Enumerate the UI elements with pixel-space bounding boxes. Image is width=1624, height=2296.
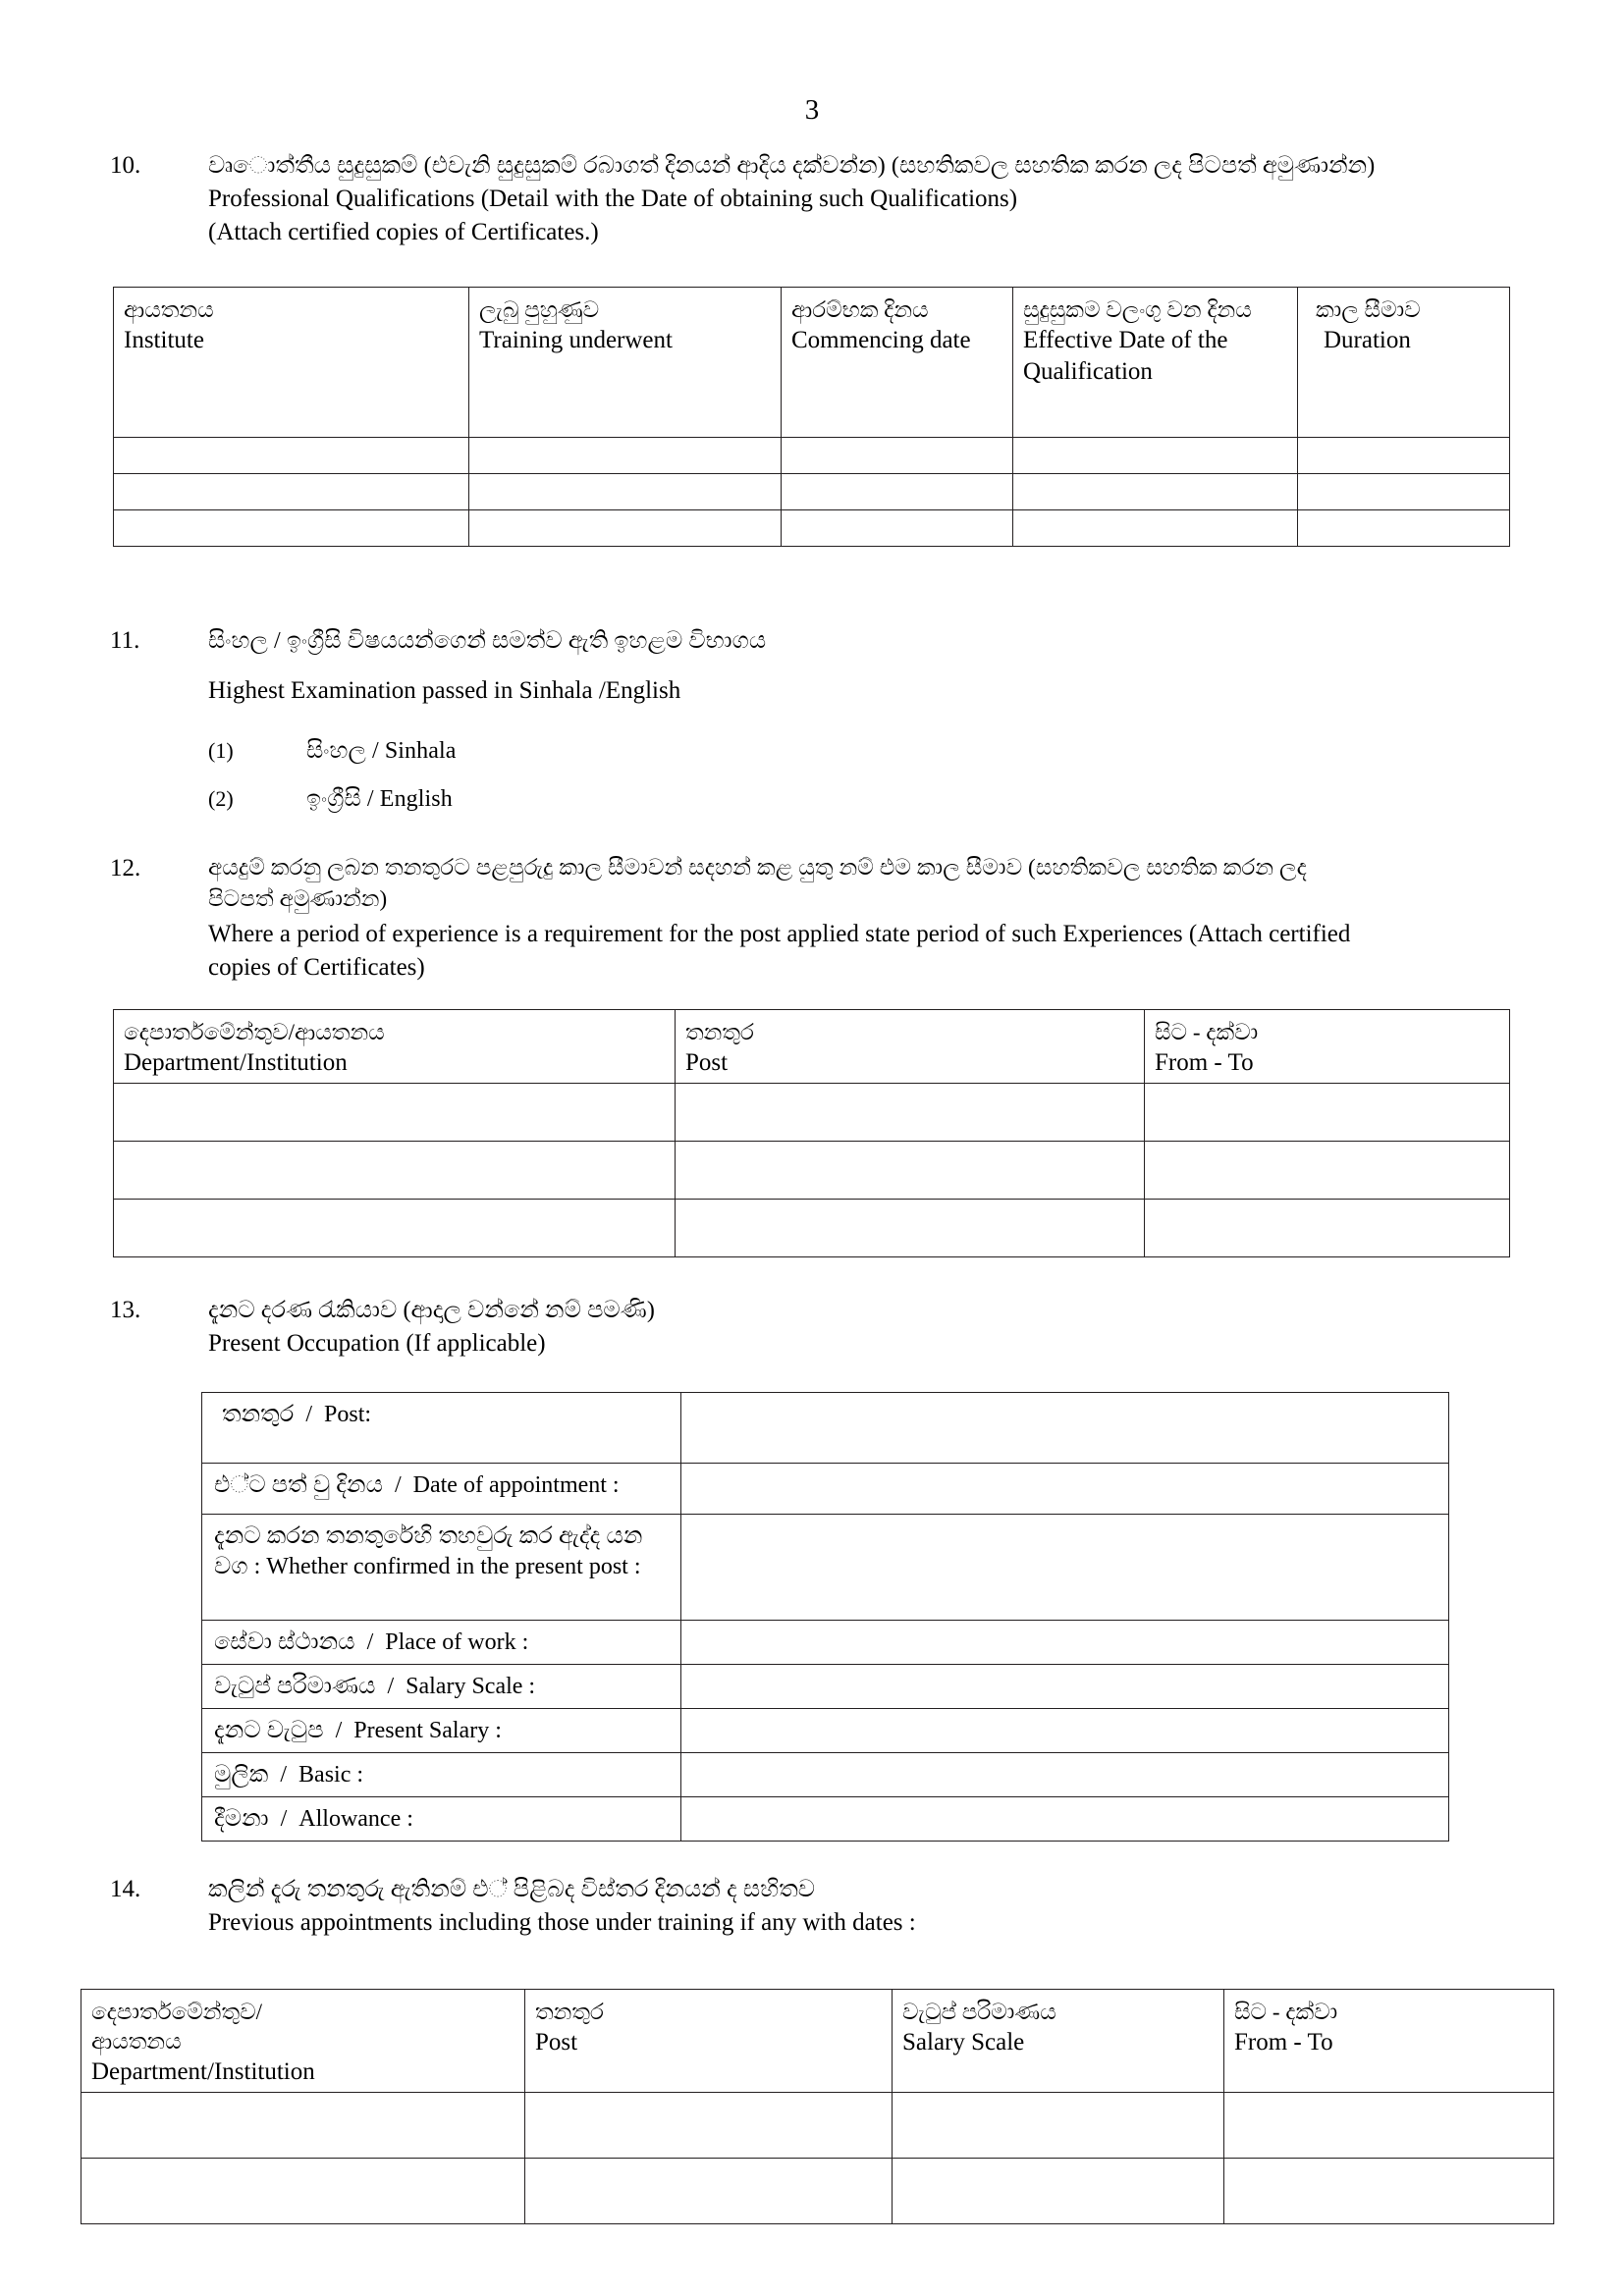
page-number: 3	[804, 94, 820, 126]
table-previous-appointments	[81, 1989, 1554, 2224]
cell-from-to[interactable]	[1145, 1084, 1510, 1142]
label-separator: :	[247, 1554, 267, 1579]
present-occupation-row-post	[202, 1393, 1449, 1464]
header-english: Post	[535, 2029, 578, 2056]
label-separator: /	[354, 1629, 386, 1655]
item-10-line-note: (Attach certified copies of Certificates.)	[208, 219, 599, 245]
item-11-line-english: Highest Examination passed in Sinhala /English	[208, 677, 681, 704]
label-sinhala: වැටුප් පරිමාණය	[214, 1674, 376, 1699]
label-separator: /	[375, 1674, 406, 1699]
option-number: (1)	[208, 738, 234, 763]
present-occupation-row-salary-scale	[202, 1665, 1449, 1709]
cell-post[interactable]	[525, 2093, 893, 2159]
label-sinhala: තනතුර	[222, 1402, 295, 1427]
present-occupation-row-date-of-appointment	[202, 1464, 1449, 1515]
label-sinhala: දැනට කරන තනතුරේහි තහවුරු කර ඇද්ද යන වග	[214, 1523, 643, 1579]
value-cell-confirmed[interactable]	[681, 1515, 1449, 1621]
cell-effective-date[interactable]	[1013, 510, 1298, 547]
label-cell-place-of-work	[202, 1621, 681, 1665]
header-sinhala: තනතුර	[685, 1020, 754, 1044]
table-header-row	[81, 1990, 1554, 2093]
item-11-line-sinhala: සිංහල / ඉංග්‍රීසි විෂයයන්ගෙන් සමත්ව ඇති ඉහළම විභාගය	[208, 628, 767, 654]
table-header-row	[114, 288, 1510, 438]
item-13-number: 13.	[110, 1297, 141, 1323]
table-row[interactable]	[114, 1142, 1510, 1200]
cell-salary-scale[interactable]	[893, 2093, 1224, 2159]
item-14-line-sinhala: කලින් දැරු තනතුරු ඇතිනම් එ් පිළිබද විස්තර දිනයන් ද සහිතව	[208, 1877, 816, 1902]
header-sinhala-line1: දෙපාර්තමේන්තුව/	[91, 2000, 263, 2024]
item-12-line-sinhala-2: පිටපත් අමුණාන්න)	[208, 886, 388, 911]
cell-institute[interactable]	[114, 510, 469, 547]
cell-from-to[interactable]	[1145, 1142, 1510, 1200]
item-11-option-english	[208, 782, 1563, 830]
label-english: Place of work :	[385, 1629, 529, 1655]
present-occupation-row-allowance	[202, 1797, 1449, 1842]
cell-from-to[interactable]	[1145, 1200, 1510, 1257]
table-header-row	[114, 1010, 1510, 1084]
label-english: Salary Scale :	[406, 1674, 536, 1699]
header-sinhala: දෙපාර්තමේන්තුව/ආයතනය	[124, 1020, 385, 1044]
value-cell-basic[interactable]	[681, 1753, 1449, 1797]
header-cell-post	[525, 1990, 893, 2093]
header-cell-post	[676, 1010, 1145, 1084]
header-english: Training underwent	[479, 327, 673, 353]
header-sinhala-line2: ආයතනය	[91, 2029, 182, 2054]
label-cell-allowance	[202, 1797, 681, 1842]
value-cell-present-salary[interactable]	[681, 1709, 1449, 1753]
header-cell-salary-scale	[893, 1990, 1224, 2093]
cell-effective-date[interactable]	[1013, 438, 1298, 474]
cell-department[interactable]	[81, 2093, 525, 2159]
item-12-body	[208, 852, 1563, 985]
option-number: (2)	[208, 786, 234, 811]
header-cell-effective-date	[1013, 288, 1298, 438]
option-label: ඉංග්‍රීසි / English	[306, 786, 453, 812]
label-english: Date of appointment :	[412, 1472, 620, 1498]
item-12-line-english-1: Where a period of experience is a requirement for the post applied state period of such Experiences (Attach certified	[208, 921, 1351, 947]
cell-department[interactable]	[114, 1200, 676, 1257]
item-10-number: 10.	[110, 152, 141, 179]
header-cell-department	[114, 1010, 676, 1084]
label-separator: /	[294, 1402, 325, 1427]
label-cell-confirmed	[202, 1515, 681, 1621]
label-sinhala: සේවා ස්ථානය	[214, 1629, 355, 1655]
label-cell-present-salary	[202, 1709, 681, 1753]
label-cell-post	[202, 1393, 681, 1464]
table-professional-qualifications	[113, 287, 1510, 547]
table-present-occupation	[201, 1392, 1449, 1842]
item-12-line-sinhala-1: අයදුම් කරනු ලබන තනතුරට පළපුරුදු කාල සීමාවන් සදහන් කළ යුතු නම් එම කාල සීමාව (සහතිකවල සහතික කරන ලද	[208, 855, 1307, 880]
label-separator: /	[323, 1718, 354, 1743]
header-sinhala: සිට - දක්වා	[1155, 1020, 1259, 1044]
label-cell-basic	[202, 1753, 681, 1797]
item-10-line-sinhala: වෘොත්තීය සුදුසුකම් (එවැනි සුදුසුකම් රබාගත් දිනයන් ආදිය දක්වන්න) (සහතිකවල සහතික කරන ලද පිටපත් අමුණාන්න)	[208, 153, 1376, 179]
header-english: Post	[685, 1049, 729, 1076]
header-sinhala: ආරම්භක දිනය	[791, 297, 929, 322]
value-cell-allowance[interactable]	[681, 1797, 1449, 1842]
cell-training[interactable]	[469, 438, 782, 474]
table-row[interactable]	[114, 474, 1510, 510]
value-cell-post[interactable]	[681, 1393, 1449, 1464]
header-cell-department	[81, 1990, 525, 2093]
label-separator: /	[268, 1806, 299, 1832]
cell-post[interactable]	[525, 2159, 893, 2224]
header-cell-commencing-date	[782, 288, 1013, 438]
cell-from-to[interactable]	[1224, 2159, 1554, 2224]
header-english: Commencing date	[791, 327, 971, 353]
header-sinhala: ආයතනය	[124, 297, 214, 322]
header-sinhala-line1: තනතුර	[535, 2000, 604, 2024]
cell-duration[interactable]	[1298, 510, 1510, 547]
present-occupation-row-confirmed	[202, 1515, 1449, 1621]
label-sinhala: දැනට වැටුප	[214, 1718, 324, 1743]
item-11-number: 11.	[110, 627, 140, 654]
label-sinhala: මුලික	[214, 1762, 269, 1788]
label-sinhala: එ්ට පත් වු දිනය	[214, 1472, 383, 1498]
cell-commencing-date[interactable]	[782, 474, 1013, 510]
label-separator: /	[382, 1472, 413, 1498]
cell-department[interactable]	[81, 2159, 525, 2224]
header-english: From - To	[1155, 1049, 1254, 1076]
item-13-line-sinhala: දැනට දරණ රැකියාව (ආදාල වන්නේ නම් පමණි)	[208, 1298, 655, 1323]
header-english: Department/Institution	[124, 1049, 348, 1076]
option-label: සිංහල / Sinhala	[306, 738, 457, 764]
header-cell-from-to	[1145, 1010, 1510, 1084]
header-english: Department/Institution	[91, 2058, 315, 2085]
label-english: Whether confirmed in the present post :	[266, 1554, 641, 1579]
header-cell-training	[469, 288, 782, 438]
table-row[interactable]	[81, 2159, 1554, 2224]
item-13-body	[208, 1294, 1563, 1361]
item-11-option-sinhala	[208, 734, 1563, 782]
item-13-line-english: Present Occupation (If applicable)	[208, 1330, 546, 1357]
table-experience	[113, 1009, 1510, 1257]
cell-post[interactable]	[676, 1084, 1145, 1142]
cell-post[interactable]	[676, 1200, 1145, 1257]
table-row[interactable]	[81, 2093, 1554, 2159]
cell-department[interactable]	[114, 1084, 676, 1142]
value-cell-salary-scale[interactable]	[681, 1665, 1449, 1709]
cell-institute[interactable]	[114, 438, 469, 474]
cell-department[interactable]	[114, 1142, 676, 1200]
header-english: Salary Scale	[902, 2029, 1025, 2056]
label-separator: /	[268, 1762, 299, 1788]
present-occupation-row-place-of-work	[202, 1621, 1449, 1665]
header-sinhala-line1: වැටුප් පරිමාණය	[902, 2000, 1056, 2024]
cell-commencing-date[interactable]	[782, 510, 1013, 547]
table-row[interactable]	[114, 1084, 1510, 1142]
cell-effective-date[interactable]	[1013, 474, 1298, 510]
header-sinhala: ලැබු පුහුණුව	[479, 297, 600, 322]
cell-duration[interactable]	[1298, 438, 1510, 474]
header-cell-from-to	[1224, 1990, 1554, 2093]
header-english: Institute	[124, 327, 204, 353]
label-cell-date-of-appointment	[202, 1464, 681, 1515]
cell-institute[interactable]	[114, 474, 469, 510]
present-occupation-row-basic	[202, 1753, 1449, 1797]
label-english: Basic :	[298, 1762, 364, 1788]
cell-salary-scale[interactable]	[893, 2159, 1224, 2224]
value-cell-date-of-appointment[interactable]	[681, 1464, 1449, 1515]
label-sinhala: දීමනා	[214, 1806, 269, 1832]
cell-duration[interactable]	[1298, 474, 1510, 510]
cell-from-to[interactable]	[1224, 2093, 1554, 2159]
item-14-number: 14.	[110, 1876, 141, 1902]
item-10-body	[208, 149, 1563, 249]
cell-training[interactable]	[469, 510, 782, 547]
item-11-body	[208, 624, 1563, 830]
label-english: Allowance :	[298, 1806, 413, 1832]
value-cell-place-of-work[interactable]	[681, 1621, 1449, 1665]
table-row[interactable]	[114, 510, 1510, 547]
item-10-line-english: Professional Qualifications (Detail with the Date of obtaining such Qualifications)	[208, 186, 1018, 212]
table-row[interactable]	[114, 438, 1510, 474]
header-sinhala: කාල සීමාව	[1316, 297, 1421, 322]
label-english: Post:	[324, 1402, 372, 1427]
item-12-line-english-2: copies of Certificates)	[208, 954, 425, 981]
label-cell-salary-scale	[202, 1665, 681, 1709]
header-english: From - To	[1234, 2029, 1333, 2056]
header-english: Duration	[1324, 327, 1411, 353]
header-cell-institute	[114, 288, 469, 438]
header-sinhala-line1: සිට - දක්වා	[1234, 2000, 1338, 2024]
present-occupation-row-present-salary	[202, 1709, 1449, 1753]
cell-training[interactable]	[469, 474, 782, 510]
item-14-body	[208, 1873, 1563, 1940]
item-14-line-english: Previous appointments including those under training if any with dates :	[208, 1909, 916, 1936]
label-english: Present Salary :	[353, 1718, 502, 1743]
header-sinhala: සුදුසුකම වලංගු වන දිනය	[1023, 297, 1252, 322]
cell-post[interactable]	[676, 1142, 1145, 1200]
header-cell-duration	[1298, 288, 1510, 438]
table-row[interactable]	[114, 1200, 1510, 1257]
item-12-number: 12.	[110, 855, 141, 881]
header-english: Effective Date of the Qualification	[1023, 327, 1228, 385]
cell-commencing-date[interactable]	[782, 438, 1013, 474]
